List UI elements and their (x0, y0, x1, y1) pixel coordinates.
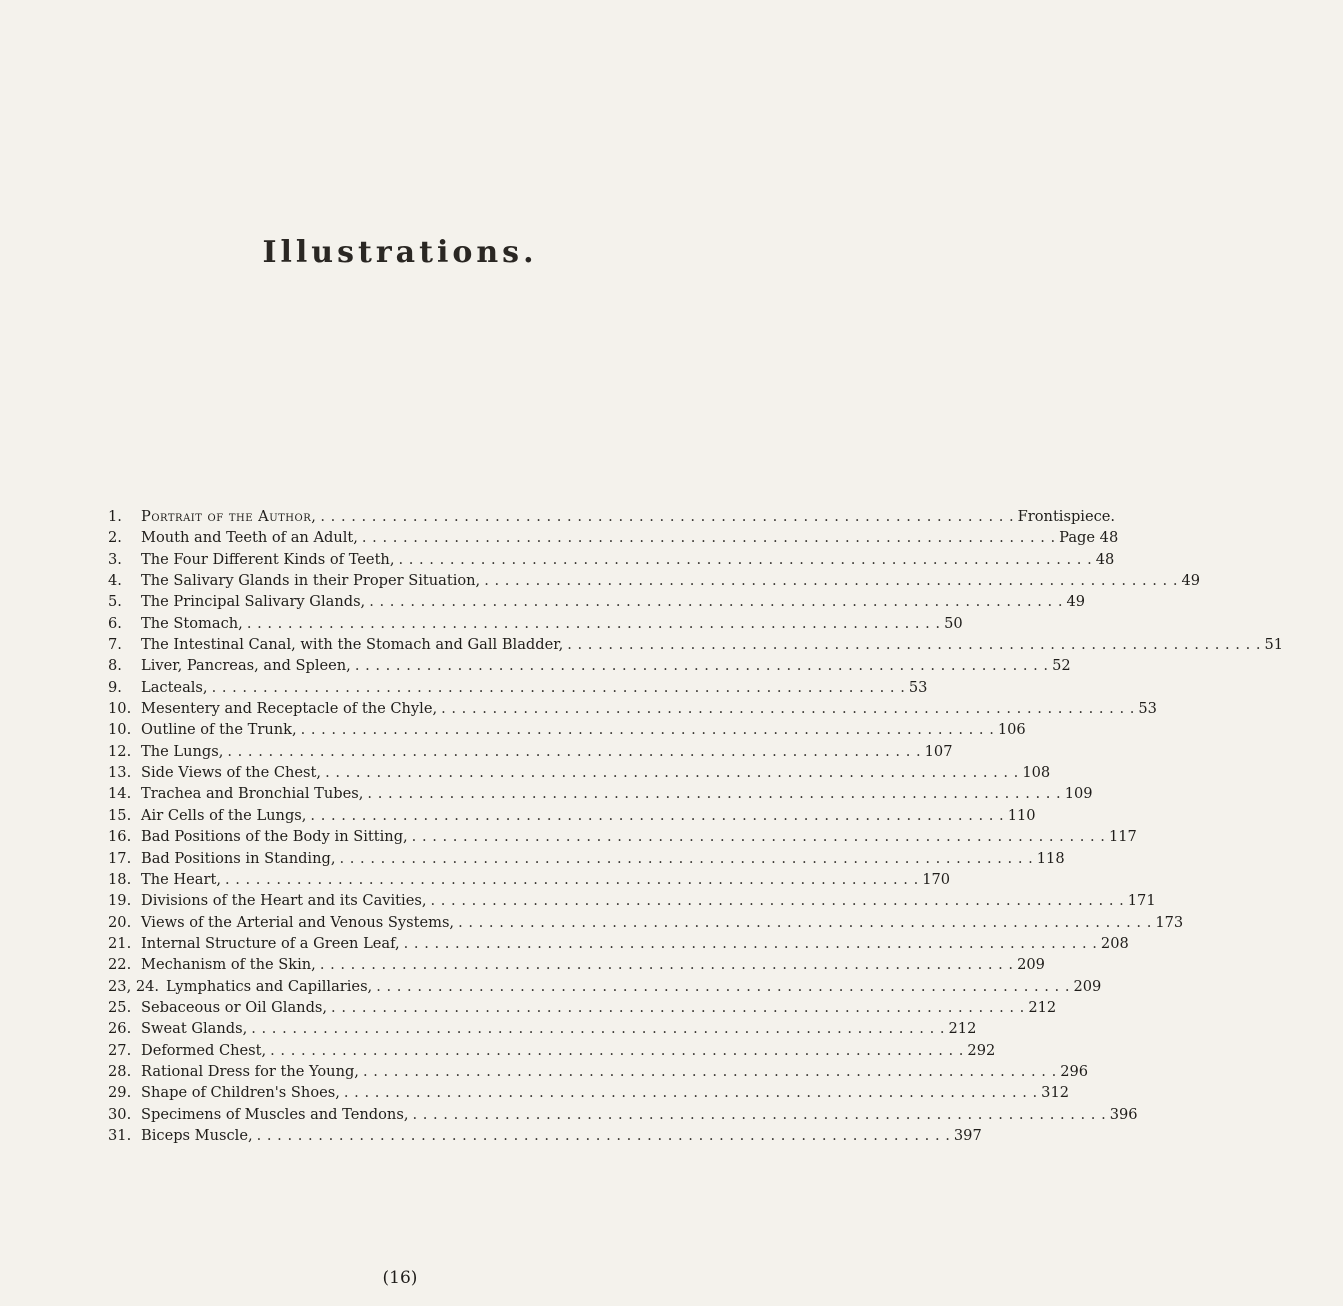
entry-page: 170 (922, 870, 951, 888)
list-item (108, 677, 928, 698)
entry-number: 7. (108, 636, 122, 654)
leader-dots (400, 933, 1101, 954)
leader-dots (247, 1018, 948, 1039)
leader-dots (340, 1082, 1041, 1103)
entry-title: Outline of the Trunk, (141, 721, 297, 739)
entry-title: Biceps Muscle, (141, 1126, 253, 1144)
entry-number: 3. (108, 550, 122, 568)
entry-page: 109 (1064, 785, 1093, 803)
entry-number: 5. (108, 593, 122, 611)
entry-page: 212 (1028, 998, 1057, 1016)
entry-page: 52 (1052, 657, 1071, 675)
list-item (108, 655, 1071, 676)
entry-title: Mesentery and Receptacle of the Chyle, (141, 700, 438, 718)
entry-number: 1. (108, 508, 122, 525)
entry-number: 25. (108, 998, 132, 1016)
entry-title: The Lungs, (141, 742, 224, 760)
entry-number: 12. (108, 742, 132, 760)
leader-dots (437, 698, 1138, 719)
entry-page: 173 (1155, 913, 1184, 931)
entry-title: Rational Dress for the Young, (141, 1062, 359, 1080)
list-item (108, 869, 951, 890)
leader-dots (321, 762, 1022, 783)
entry-page: 110 (1007, 806, 1036, 824)
entry-page: 49 (1066, 593, 1086, 611)
list-item (108, 826, 1137, 847)
page-number: (16) (382, 1268, 418, 1288)
leader-dots (297, 719, 998, 740)
list-item (108, 997, 1057, 1018)
entry-title: Portrait of the Author, (141, 508, 317, 525)
list-item (108, 570, 1201, 591)
list-item (108, 591, 1086, 612)
leader-dots (253, 1125, 954, 1146)
entry-title: Internal Structure of a Green Leaf, (141, 934, 400, 952)
entry-title: The Salivary Glands in their Proper Situation, (141, 572, 481, 590)
entry-number: 16. (108, 828, 132, 846)
entry-title: Specimens of Muscles and Tendons, (141, 1105, 409, 1123)
entry-page: 208 (1100, 934, 1129, 952)
list-item (108, 933, 1129, 954)
entry-title: The Heart, (141, 870, 221, 888)
entry-number: 2. (108, 529, 122, 547)
entry-number: 21. (108, 934, 132, 952)
entry-page: 53 (908, 678, 928, 696)
entry-number: 13. (108, 764, 132, 782)
entry-page: 209 (1073, 977, 1102, 995)
entry-title: Lacteals, (141, 678, 208, 696)
entry-page: 117 (1108, 828, 1137, 846)
leader-dots (408, 826, 1109, 847)
entry-number: 9. (108, 678, 122, 696)
entry-title: Lymphatics and Capillaries, (166, 977, 373, 995)
entry-title: Sebaceous or Oil Glands, (141, 998, 328, 1016)
list-item (108, 1061, 1089, 1082)
entry-page: 49 (1181, 572, 1201, 590)
leader-dots (563, 634, 1264, 655)
leader-dots (327, 997, 1028, 1018)
list-item (108, 1125, 982, 1146)
entry-number: 30. (108, 1105, 132, 1123)
list-item (108, 954, 1045, 975)
leader-dots (316, 954, 1017, 975)
entry-page: 118 (1036, 849, 1065, 867)
entry-page: 396 (1109, 1105, 1138, 1123)
list-item (108, 719, 1026, 740)
entry-page: Page 48 (1059, 529, 1119, 547)
entry-title: The Intestinal Canal, with the Stomach and Gall Bladder, (141, 636, 564, 654)
entry-page: 312 (1041, 1084, 1070, 1102)
leader-dots (351, 655, 1052, 676)
list-item (108, 783, 1093, 804)
entry-page: 209 (1017, 956, 1045, 974)
leader-dots (394, 549, 1095, 570)
entry-page: 51 (1264, 636, 1284, 654)
entry-title: Shape of Children's Shoes, (141, 1084, 340, 1102)
entry-number: 8. (108, 657, 122, 675)
entry-number: 14. (108, 785, 132, 803)
entry-page: 50 (944, 614, 963, 632)
leader-dots (363, 783, 1064, 804)
entry-title: The Four Different Kinds of Teeth, (141, 550, 395, 568)
leader-dots (408, 1104, 1109, 1125)
list-item (108, 890, 1156, 911)
entry-title: Mechanism of the Skin, (141, 956, 316, 974)
leader-dots (243, 613, 944, 634)
leader-dots (306, 805, 1007, 826)
illustrations-list (108, 506, 1284, 1146)
list-item (108, 805, 1036, 826)
list-item (108, 549, 1115, 570)
entry-title: Trachea and Bronchial Tubes, (141, 785, 364, 803)
list-item (108, 762, 1051, 783)
page-heading: Illustrations. (262, 235, 538, 270)
entry-number: 28. (108, 1062, 132, 1080)
entry-page: 48 (1095, 550, 1115, 568)
entry-number: 23, 24. (108, 977, 160, 995)
entry-title: Views of the Arterial and Venous Systems, (141, 913, 455, 931)
leader-dots (223, 741, 924, 762)
entry-page: 107 (924, 742, 953, 760)
entry-title: Divisions of the Heart and its Cavities, (141, 892, 427, 910)
entry-page: 397 (953, 1126, 982, 1144)
leader-dots (221, 869, 922, 890)
list-item (108, 506, 1116, 527)
entry-title: The Stomach, (141, 614, 243, 632)
entry-page: 292 (967, 1041, 996, 1059)
leader-dots (358, 527, 1059, 548)
entry-title: Deformed Chest, (141, 1041, 267, 1059)
entry-page: 53 (1138, 700, 1157, 718)
entry-number: 22. (108, 956, 132, 974)
list-item (108, 1040, 996, 1061)
list-item (108, 527, 1119, 548)
entry-number: 17. (108, 849, 132, 867)
entry-title: Bad Positions of the Body in Sitting, (141, 828, 408, 846)
entry-page: 296 (1060, 1062, 1089, 1080)
leader-dots (372, 976, 1073, 997)
entry-number: 19. (108, 892, 132, 910)
entry-title: Air Cells of the Lungs, (141, 806, 307, 824)
entry-title: Sweat Glands, (141, 1020, 248, 1038)
entry-title: Bad Positions in Standing, (141, 849, 336, 867)
leader-dots (480, 570, 1181, 591)
entry-title: The Principal Salivary Glands, (141, 593, 366, 611)
list-item (108, 976, 1102, 997)
list-item (108, 848, 1065, 869)
list-item (108, 634, 1284, 655)
entry-page: 108 (1022, 764, 1051, 782)
entry-number: 18. (108, 870, 132, 888)
list-item (108, 698, 1157, 719)
list-item (108, 741, 953, 762)
leader-dots (335, 848, 1036, 869)
entry-number: 4. (108, 572, 122, 590)
entry-number: 31. (108, 1126, 132, 1144)
leader-dots (208, 677, 909, 698)
leader-dots (365, 591, 1066, 612)
entry-page: 212 (948, 1020, 977, 1038)
entry-title: Side Views of the Chest, (141, 764, 322, 782)
leader-dots (266, 1040, 967, 1061)
list-item (108, 1018, 977, 1039)
entry-page: Frontispiece. (1017, 508, 1116, 525)
entry-title: Liver, Pancreas, and Spleen, (141, 657, 351, 675)
entry-number: 15. (108, 806, 132, 824)
entry-number: 27. (108, 1041, 132, 1059)
entry-number: 6. (108, 614, 122, 632)
entry-title: Mouth and Teeth of an Adult, (141, 529, 358, 547)
leader-dots (316, 506, 1017, 527)
list-item (108, 912, 1184, 933)
leader-dots (454, 912, 1155, 933)
entry-number: 29. (108, 1084, 132, 1102)
entry-number: 10. (108, 700, 132, 718)
leader-dots (426, 890, 1127, 911)
entry-page: 106 (997, 721, 1026, 739)
leader-dots (359, 1061, 1060, 1082)
list-item (108, 1104, 1138, 1125)
entry-number: 26. (108, 1020, 132, 1038)
list-item (108, 613, 963, 634)
entry-number: 20. (108, 913, 132, 931)
entry-page: 171 (1127, 892, 1156, 910)
list-item (108, 1082, 1070, 1103)
entry-number: 10. (108, 721, 132, 739)
